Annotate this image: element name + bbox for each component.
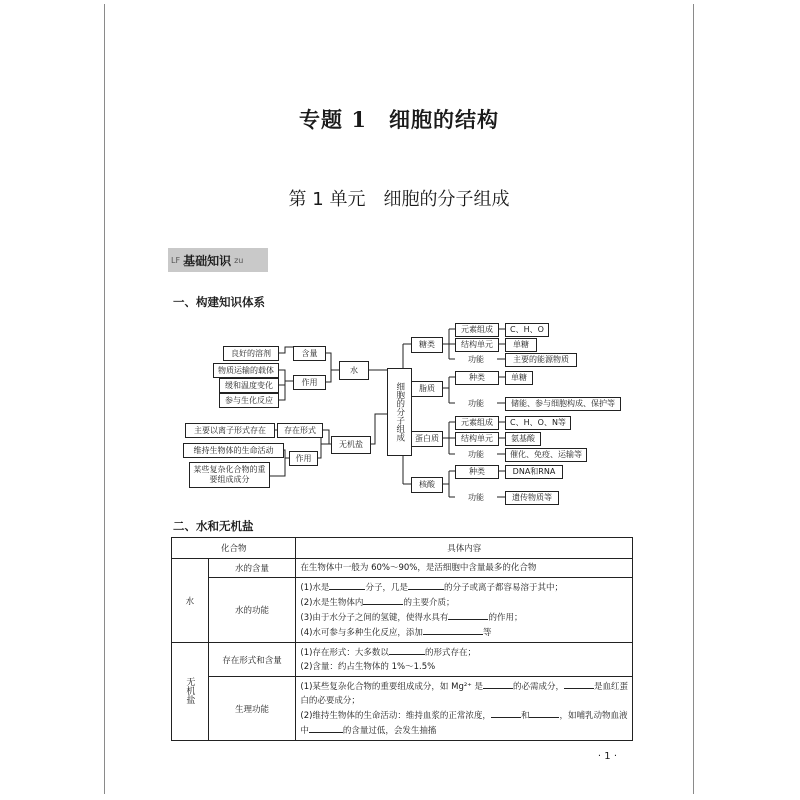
protein-key-1: 元素组成 [455, 416, 499, 430]
fill-blank [529, 708, 559, 718]
category-salt-label: 无机盐 [184, 676, 195, 704]
water-content-text: 在生物体中一般为 60%～90%，是活细胞中含量最多的化合物 [300, 563, 537, 573]
water-content-label: 水的含量 [208, 559, 296, 578]
water-func-label: 水的功能 [208, 578, 296, 643]
lipid-val-2: 储能、参与细胞构成、保护等 [505, 397, 621, 411]
table-row [172, 643, 633, 677]
fill-blank [309, 723, 343, 733]
protein-val-1: C、H、O、N等 [505, 416, 571, 430]
text-run: (3)由于水分子之间的氢键，使得水具有 [300, 613, 449, 623]
water-func-line-3 [300, 610, 628, 625]
salt-role-1: 主要以离子形式存在 [185, 423, 275, 438]
water-content-cell [296, 559, 633, 578]
salt-cunzai-box: 存在形式 [277, 423, 323, 438]
banner-deco-right: zu [234, 255, 244, 265]
water-func-line-4 [300, 625, 628, 640]
text-run: (1)某些复杂化合物的重要组成成分，如 Mg²⁺ 是 [300, 682, 483, 692]
table-header-row [172, 538, 633, 559]
text-run: (4)水可参与多种生化反应，添加 [300, 628, 423, 638]
protein-val-3: 催化、免疫、运输等 [505, 448, 587, 462]
text-run: (2)维持生物体的生命活动：维持血浆的正常浓度， [300, 711, 491, 721]
water-salt-table [171, 537, 633, 741]
banner-label: 基础知识 [183, 253, 232, 268]
text-run: 分子，几是 [365, 583, 408, 593]
salt-box: 无机盐 [331, 436, 371, 454]
text-run: 的分子或离子都容易溶于其中； [443, 583, 563, 593]
nucleic-key-2: 功能 [468, 492, 484, 502]
category-water: 水 [172, 559, 209, 643]
text-run: (2)含量：约占生物体的 1%～1.5% [300, 662, 436, 672]
text-run: 的作用； [488, 613, 523, 623]
water-func-cell [296, 578, 633, 643]
text-run: 等 [482, 628, 492, 638]
salt-func-cell [296, 677, 633, 741]
fill-blank [363, 595, 403, 605]
lipid-key-2: 功能 [468, 398, 484, 408]
header-content: 具体内容 [296, 538, 633, 559]
salt-role-2: 维持生物体的生命活动 [183, 443, 284, 458]
table-row [172, 559, 633, 578]
sugar-val-3: 主要的能源物质 [505, 353, 577, 367]
lipid-val-1: 单糖 [505, 371, 533, 385]
protein-box: 蛋白质 [411, 431, 443, 447]
salt-func-line-4 [300, 723, 628, 738]
sugar-box: 糖类 [411, 337, 443, 353]
text-run: 中 [300, 726, 309, 736]
lipid-key-1: 种类 [455, 371, 499, 385]
section-heading-water-salts: 二、水和无机盐 [173, 519, 254, 533]
fill-blank [491, 708, 521, 718]
fill-blank [564, 679, 594, 689]
section-heading-knowledge-system: 一、构建知识体系 [173, 295, 265, 309]
text-run: 的主要介质； [403, 598, 455, 608]
fill-blank [389, 645, 425, 655]
table-row [172, 677, 633, 741]
document-page [104, 4, 694, 794]
water-role-3: 缓和温度变化 [219, 378, 279, 393]
salt-form-cell [296, 643, 633, 677]
salt-form-line-1 [300, 645, 628, 660]
salt-func-line-2 [300, 694, 628, 708]
fill-blank [448, 610, 488, 620]
unit-title: 第 1 单元 细胞的分子组成 [288, 189, 510, 210]
salt-form-label: 存在形式和含量 [208, 643, 296, 677]
sugar-key-3: 功能 [468, 354, 484, 364]
water-role-2: 物质运输的载体 [213, 363, 279, 378]
text-run: (2)水是生物体内 [300, 598, 364, 608]
water-role-4: 参与生化反应 [219, 393, 279, 408]
water-role-1: 良好的溶剂 [223, 346, 279, 361]
lipid-box: 脂质 [411, 381, 443, 397]
center-box: 细胞的分子组成 [387, 368, 412, 456]
salt-func-line-3 [300, 708, 628, 723]
nucleic-val-2: 遗传物质等 [505, 491, 559, 505]
text-run: ，如哺乳动物血液 [559, 711, 628, 721]
protein-key-2: 结构单元 [455, 432, 499, 446]
salt-func-line-1 [300, 679, 628, 694]
text-run: (1)水是 [300, 583, 330, 593]
text-run: 白的必要成分； [300, 696, 360, 706]
banner-deco-left: LF [171, 255, 181, 265]
water-func-line-1 [300, 580, 628, 595]
water-func-line-2 [300, 595, 628, 610]
sugar-val-2: 单糖 [505, 338, 537, 352]
fill-blank [483, 679, 513, 689]
water-zuoyong-box: 作用 [293, 375, 326, 390]
nucleic-key-1: 种类 [455, 465, 499, 479]
protein-key-3: 功能 [468, 449, 484, 459]
table-row [172, 578, 633, 643]
salt-func-label: 生理功能 [208, 677, 296, 741]
fill-blank [423, 625, 483, 635]
sugar-key-2: 结构单元 [455, 338, 499, 352]
water-box: 水 [339, 361, 369, 380]
protein-val-2: 氨基酸 [505, 432, 541, 446]
header-compound: 化合物 [172, 538, 296, 559]
category-salt [172, 643, 209, 741]
page-number: · 1 · [597, 751, 617, 762]
fill-blank [408, 580, 444, 590]
text-run: 和 [520, 711, 530, 721]
nucleic-val-1: DNA和RNA [505, 465, 563, 479]
text-run: 的形式存在； [424, 648, 476, 658]
sugar-val-1: C、H、O [505, 323, 549, 337]
salt-role-3: 某些复杂化合物的重要组成成分 [189, 462, 270, 488]
text-run: 的含量过低，会发生抽搐 [342, 726, 437, 736]
text-run: 的必需成分， [512, 682, 564, 692]
topic-title: 专题 1 细胞的结构 [299, 107, 499, 132]
text-run: (1)存在形式：大多数以 [300, 648, 389, 658]
fill-blank [329, 580, 365, 590]
sugar-key-1: 元素组成 [455, 323, 499, 337]
water-hanliang-box: 含量 [293, 346, 326, 361]
salt-form-line-2 [300, 660, 628, 674]
nucleic-box: 核酸 [411, 477, 443, 493]
salt-zuoyong-box: 作用 [289, 451, 318, 466]
text-run: 是血红蛋 [593, 682, 628, 692]
